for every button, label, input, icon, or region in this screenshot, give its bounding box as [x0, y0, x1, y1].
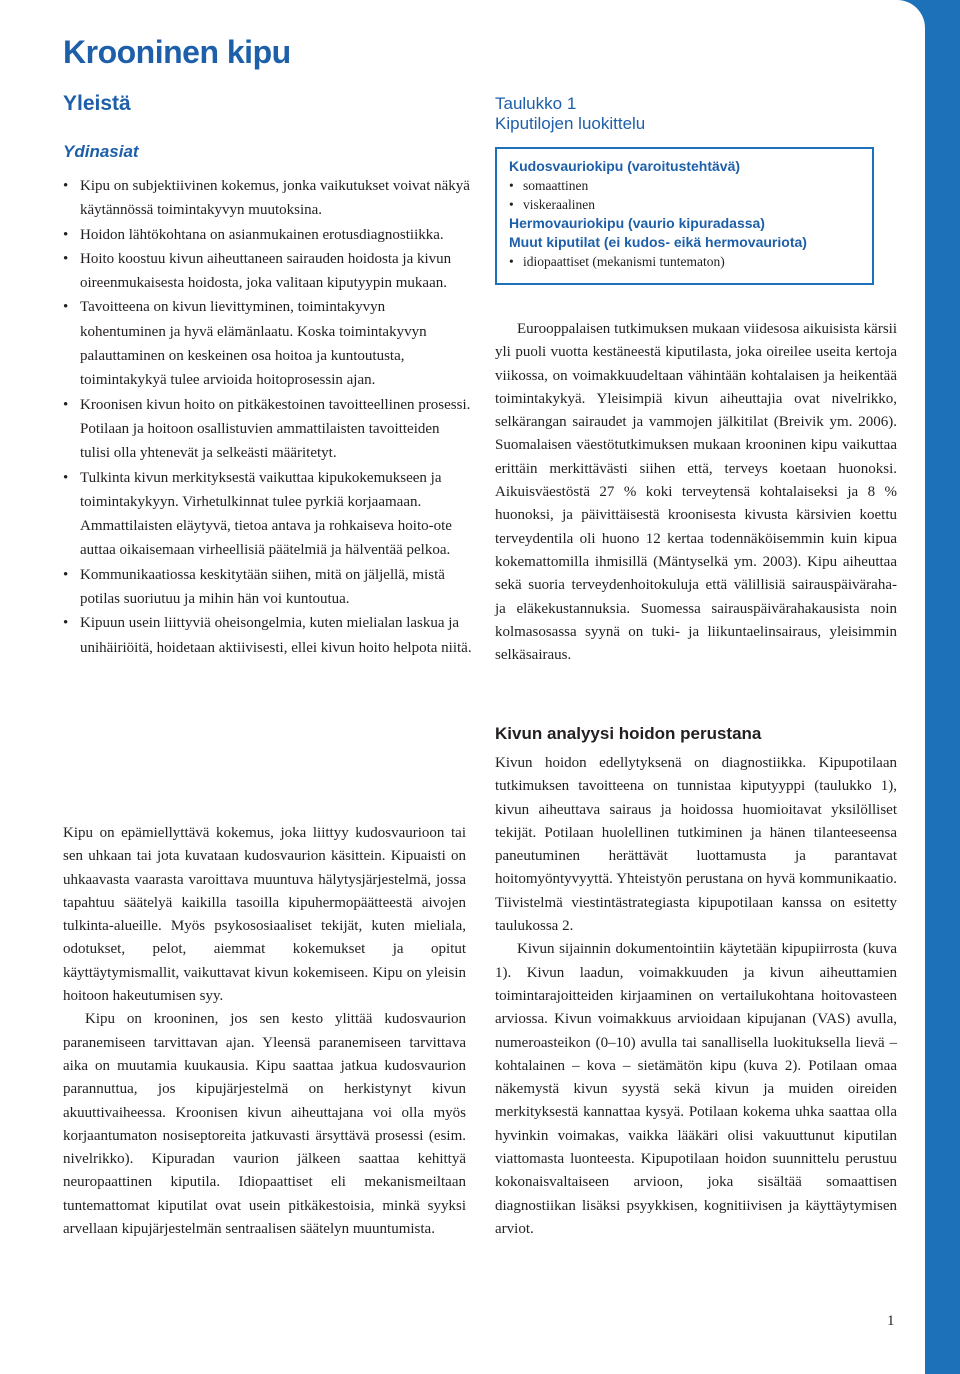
- paragraph: Kivun hoidon edellytyksenä on diagnostiikka. Kipupotilaan tutkimuksen tavoitteena on tunnistaa kiputyyppi (taulukko 1), kivun aiheuttava sairaus ja hoidossa huomioitavat yksilölliset tekijät. Potilaan huolellinen tutkiminen ja hänen tilanteeseensa paneutuminen herättävät luottamusta ja parantavat hoitomyöntyvyyttä. Yhteistyön perustana on hyvä kommunikaatio. Tiivistelmä viestintästrategiasta kipupotilaan kanssa on esitetty taulukossa 2.: [495, 755, 897, 935]
- key-points-list: [63, 174, 473, 660]
- right-body-text: [495, 318, 897, 667]
- page-title: Krooninen kipu: [63, 34, 291, 70]
- classification-table: [495, 147, 874, 285]
- table-caption: [495, 94, 645, 134]
- table-item: • idiopaattiset (mekanismi tuntematon): [509, 252, 860, 271]
- table-item: • viskeraalinen: [509, 195, 860, 214]
- page-number: 1: [887, 1313, 895, 1329]
- section-heading: Yleistä: [63, 92, 131, 115]
- paragraph: Kipu on epämiellyttävä kokemus, joka liittyy kudosvaurioon tai sen uhkaan tai jota kuvataan kudosvaurion käsittein. Kipuaisti on uhkaavasta vaarasta varoittava muuntuva hälytysjärjestelmä, jossa tapahtuu säätelyä kaikilla tasoilla kipuhermopäätteestä aivojen tulkinta-alueille. Myös psykososiaaliset tekijät, kuten mieliala, odotukset, pelot, aiemmat kokemukset ja opitut käyttäytymismallit, vaikuttavat kivun kokemiseen. Kipu on yleisin hoitoon hakeutumisen syy.: [63, 825, 466, 1005]
- left-body-text: [63, 822, 466, 1241]
- paragraph: Kivun sijainnin dokumentointiin käytetään kipupiirrosta (kuva 1). Kivun laadun, voimakkuuden ja kivun aiheuttamien toimintarajoitteiden kirjaaminen on vertailukohtana hoitovasteen arviossa. Kivun voimakkuus arvioidaan kipujanan (VAS) avulla, numeroasteikon (0–10) avulla tai sanallisella luokituksella lievä – kohtalainen – kova – sietämätön kipu (kuva 2). Potilaan omaa näkemystä kivun syystä sekä kivun ja muiden oireiden merkityksestä kannattaa kysyä. Potilaan kokema uhka saattaa olla hyvinkin voimakas, vaikka lääkäri olisi vakuuttunut kiputilan viattomasta luonteesta. Kipupotilaan hoidon suunnittelu perustuu kokonaisvaltaiseen arvioon, joka sisältää somaattisen diagnostiikan lisäksi psyykkisen, kognitiivisen ja käyttäytymisen arviot.: [495, 941, 897, 1237]
- list-item: • Tavoitteena on kivun lievittyminen, toimintakyvyn kohentuminen ja hyvä elämänlaatu. Koska toimintakyvyn palauttaminen on keskeinen osa hoitoa ja kuntoutusta, toimintakykyä tulee arvioida hoitoprosessin ajan.: [63, 295, 473, 392]
- subsection-heading: Ydinasiat: [63, 142, 139, 161]
- table-title: Kiputilojen luokittelu: [495, 114, 646, 133]
- paragraph: Eurooppalaisen tutkimuksen mukaan viidesosa aikuisista kärsii yli puoli vuotta kestäneestä kiputilasta, joka oireilee useita kertoja viikossa, on voimakkuudeltaan vähintään kohtalaisen ja heikentää toimintakykyä. Yleisimpiä kivun aiheuttajia ovat nivelrikko, selkärangan sairaudet ja vammojen jälkitilat (Breivik ym. 2006). Suomalaisen väestötutkimuksen mukaan krooninen kipu vaikuttaa erittäin merkittävästi siihen että, terveys koetaan huonoksi. Aikuisväestöstä 27 % koki terveytensä kohtalaiseksi ja 8 % huonoksi, ja päivittäisestä kroonisesta kivusta kärsivien koettu terveydentila oli huono 12 kertaa todennäköisemmin kuin kipua kokemattomilla ihmisillä (Mäntyselkä ym. 2003). Kipu aiheuttaa sekä suoria terveydenhoitokuluja että välillisiä sairauspäiväraha- ja eläkekustannuksia. Suomessa sairauspäivärahakausista noin kolmasosassa syynä on tuki- ja liikuntaelinsairaus, yleisimmin selkäsairaus.: [495, 321, 897, 664]
- list-item: • Hoidon lähtökohtana on asianmukainen erotusdiagnostiikka.: [63, 223, 473, 247]
- table-number: Taulukko 1: [495, 94, 577, 113]
- page-edge-band: [925, 0, 960, 1374]
- analysis-heading: Kivun analyysi hoidon perustana: [495, 724, 762, 743]
- analysis-body-text: [495, 752, 897, 1241]
- list-item: • Tulkinta kivun merkityksestä vaikuttaa kipukokemukseen ja toimintakykyyn. Virhetulkinnat tulee pyrkiä korjaamaan. Ammattilaisten eläytyvä, tietoa antava ja rohkaiseva hoito-ote auttaa oikaisemaan virheellisiä päätelmiä ja hälventää pelkoa.: [63, 466, 473, 563]
- list-item: • Kipu on subjektiivinen kokemus, jonka vaikutukset voivat näkyä käytännössä toimintakyvyn muutoksina.: [63, 174, 473, 223]
- paragraph: Kipu on krooninen, jos sen kesto ylittää kudosvaurion paranemiseen tarvittavan ajan. Yleensä paranemiseen tarvittava aika on muutamia kuukausia. Kipu saattaa jatkua kudosvaurion parannuttua, jos kipujärjestelmä on herkistynyt kivun akuuttivaiheessa. Kroonisen kivun aiheuttajana voi olla myös korjaantumaton nosiseptoreita jatkuvasti ärsyttävä prosessi (esim. nivelrikko). Kipuradan vaurion jälkeen saattaa kehittyä neuropaattinen kiputila. Idiopaattiset eli mekanismeiltaan tuntemattomat kiputilat ovat usein pitkäkestoisia, minkä syyksi arvellaan kipujärjestelmän sentraalisen säätelyn muuntumista.: [63, 1011, 466, 1238]
- list-item: • Kipuun usein liittyviä oheisongelmia, kuten mielialan laskua ja unihäiriöitä, hoidetaan aktiivisesti, ellei kivun hoito helpota niitä.: [63, 611, 473, 660]
- list-item: • Kommunikaatiossa keskitytään siihen, mitä on jäljellä, mistä potilas suoriutuu ja mihin hän voi kuntoutua.: [63, 563, 473, 612]
- table-heading: Muut kiputilat (ei kudos- eikä hermovauriota): [509, 234, 807, 250]
- table-item: • somaattinen: [509, 176, 860, 195]
- table-heading: Kudosvauriokipu (varoitustehtävä): [509, 158, 741, 174]
- list-item: • Hoito koostuu kivun aiheuttaneen sairauden hoidosta ja kivun oireenmukaisesta hoidosta, joka valitaan kiputyypin mukaan.: [63, 247, 473, 296]
- list-item: • Kroonisen kivun hoito on pitkäkestoinen tavoitteellinen prosessi. Potilaan ja hoitoon osallistuvien ammattilaisten tavoitteiden tulisi olla yhtenevät ja selkeästi määritetyt.: [63, 393, 473, 466]
- table-heading: Hermovauriokipu (vaurio kipuradassa): [509, 215, 765, 231]
